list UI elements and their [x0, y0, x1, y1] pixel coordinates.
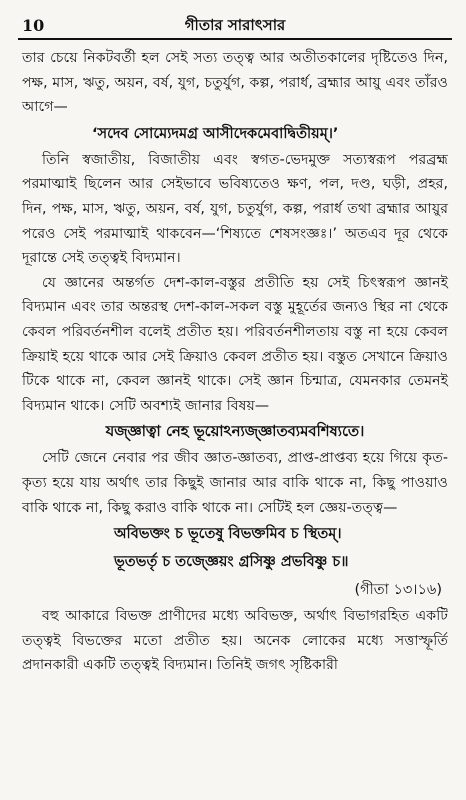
paragraph-1: তার চেয়ে নিকটবর্তী হল সেই সত্য তত্ত্ব আর অতীতকালের দৃষ্টিতেও দিন, পক্ষ, মাস, ঋতু, অয়ন, বর্ষ, যুগ, চতুর্যুগ, কল্প, পরার্ধ, ব্রহ্মার আয়ু এবং তাঁরও আগে— [22, 50, 448, 116]
paragraph-2: তিনি স্বজাতীয়, বিজাতীয় এবং স্বগত-ভেদমুক্ত সত্যস্বরূপ পরব্রহ্ম পরমাত্মাই ছিলেন আর সেইভাবে ভবিষ্যতেও ক্ষণ, পল, দণ্ড, ঘড়ী, প্রহর, দিন, পক্ষ, মাস, ঋতু, অয়ন, বর্ষ, যুগ, চতুর্যুগ, কল্প, পরার্ধ তথা ব্রহ্মার আয়ুর পরেও সেই পরমাত্মাই থাকবেন—‘শিষ্যতে শেষসংজ্ঞঃ।’ অতএব দূর থেকে দূরান্তে সেই তত্ত্বই বিদ্যমান। [22, 151, 448, 267]
sanskrit-quote-2: যজ্জ্ঞাত্বা নেহ ভূয়োঽন্যজ্জ্ঞাতব্যমবশিষ্যতে। [105, 423, 365, 441]
page-number: 10 [22, 16, 45, 35]
running-title: গীতার সারাৎসার [184, 16, 286, 34]
sanskrit-quote-1: ‘সদেব সোম্যেদমগ্র আসীদেকমেবাদ্বিতীয়ম্।’ [92, 125, 339, 142]
paragraph-4: সেটি জেনে নেবার পর জীব জ্ঞাত-জ্ঞাতব্য, প্রাপ্ত-প্রাপ্তব্য হয়ে গিয়ে কৃত-কৃত্য হয়ে যায় অর্থাৎ তার কিছুই জানার আর বাকি থাকে না, কিছু পাওয়াও বাকি থাকে না, কিছু করাও বাকি থাকে না। সেটিই হল জ্ঞেয়-তত্ত্ব— [22, 450, 448, 516]
page-body [22, 46, 448, 678]
verse-line-2: ভূতভর্তৃ চ তজ্জ্ঞেয়ং গ্রসিষ্ণু প্রভবিষ্ণু চ॥ [114, 554, 349, 571]
paragraph-5: বহু আকারে বিভক্ত প্রাণীদের মধ্যে অবিভক্ত, অর্থাৎ বিভাগরহিত একটি তত্ত্বই বিভক্তের মতো প্রতীত হয়। অনেক লোকের মধ্যে সত্তাস্ফূর্তি প্রদানকারী একটি তত্ত্বই বিদ্যমান। তিনিই জগৎ সৃষ্টিকারী [22, 608, 448, 674]
paragraph-3: যে জ্ঞানের অন্তর্গত দেশ-কাল-বস্তুর প্রতীতি হয় সেই চিৎস্বরূপ জ্ঞানই বিদ্যমান এবং তার অন্তরস্থ দেশ-কাল-সকল বস্তু মুহূর্তের জন্যও স্থির না থেকে কেবল পরিবর্তনশীল বলেই প্রতীত হয়। পরিবর্তনশীলতায় বস্তু না হয়ে কেবল ক্রিয়াই হয়ে থাকে আর সেই ক্রিয়াও কেবল প্রতীত হয়। বস্তুত সেখানে ক্রিয়াও টিকে থাকে না, কেবল জ্ঞানই থাকে। সেই জ্ঞান চিন্মাত্র, যেমনকার তেমনই বিদ্যমান থাকে। সেটি অবশ্যই জানার বিষয়— [22, 274, 448, 414]
page-header [18, 8, 452, 40]
verse-line-1: অবিভক্তং চ ভূতেষু বিভক্তমিব চ স্থিতম্। [114, 526, 342, 543]
verse-citation: (গীতা ১৩।১৬) [354, 582, 442, 599]
